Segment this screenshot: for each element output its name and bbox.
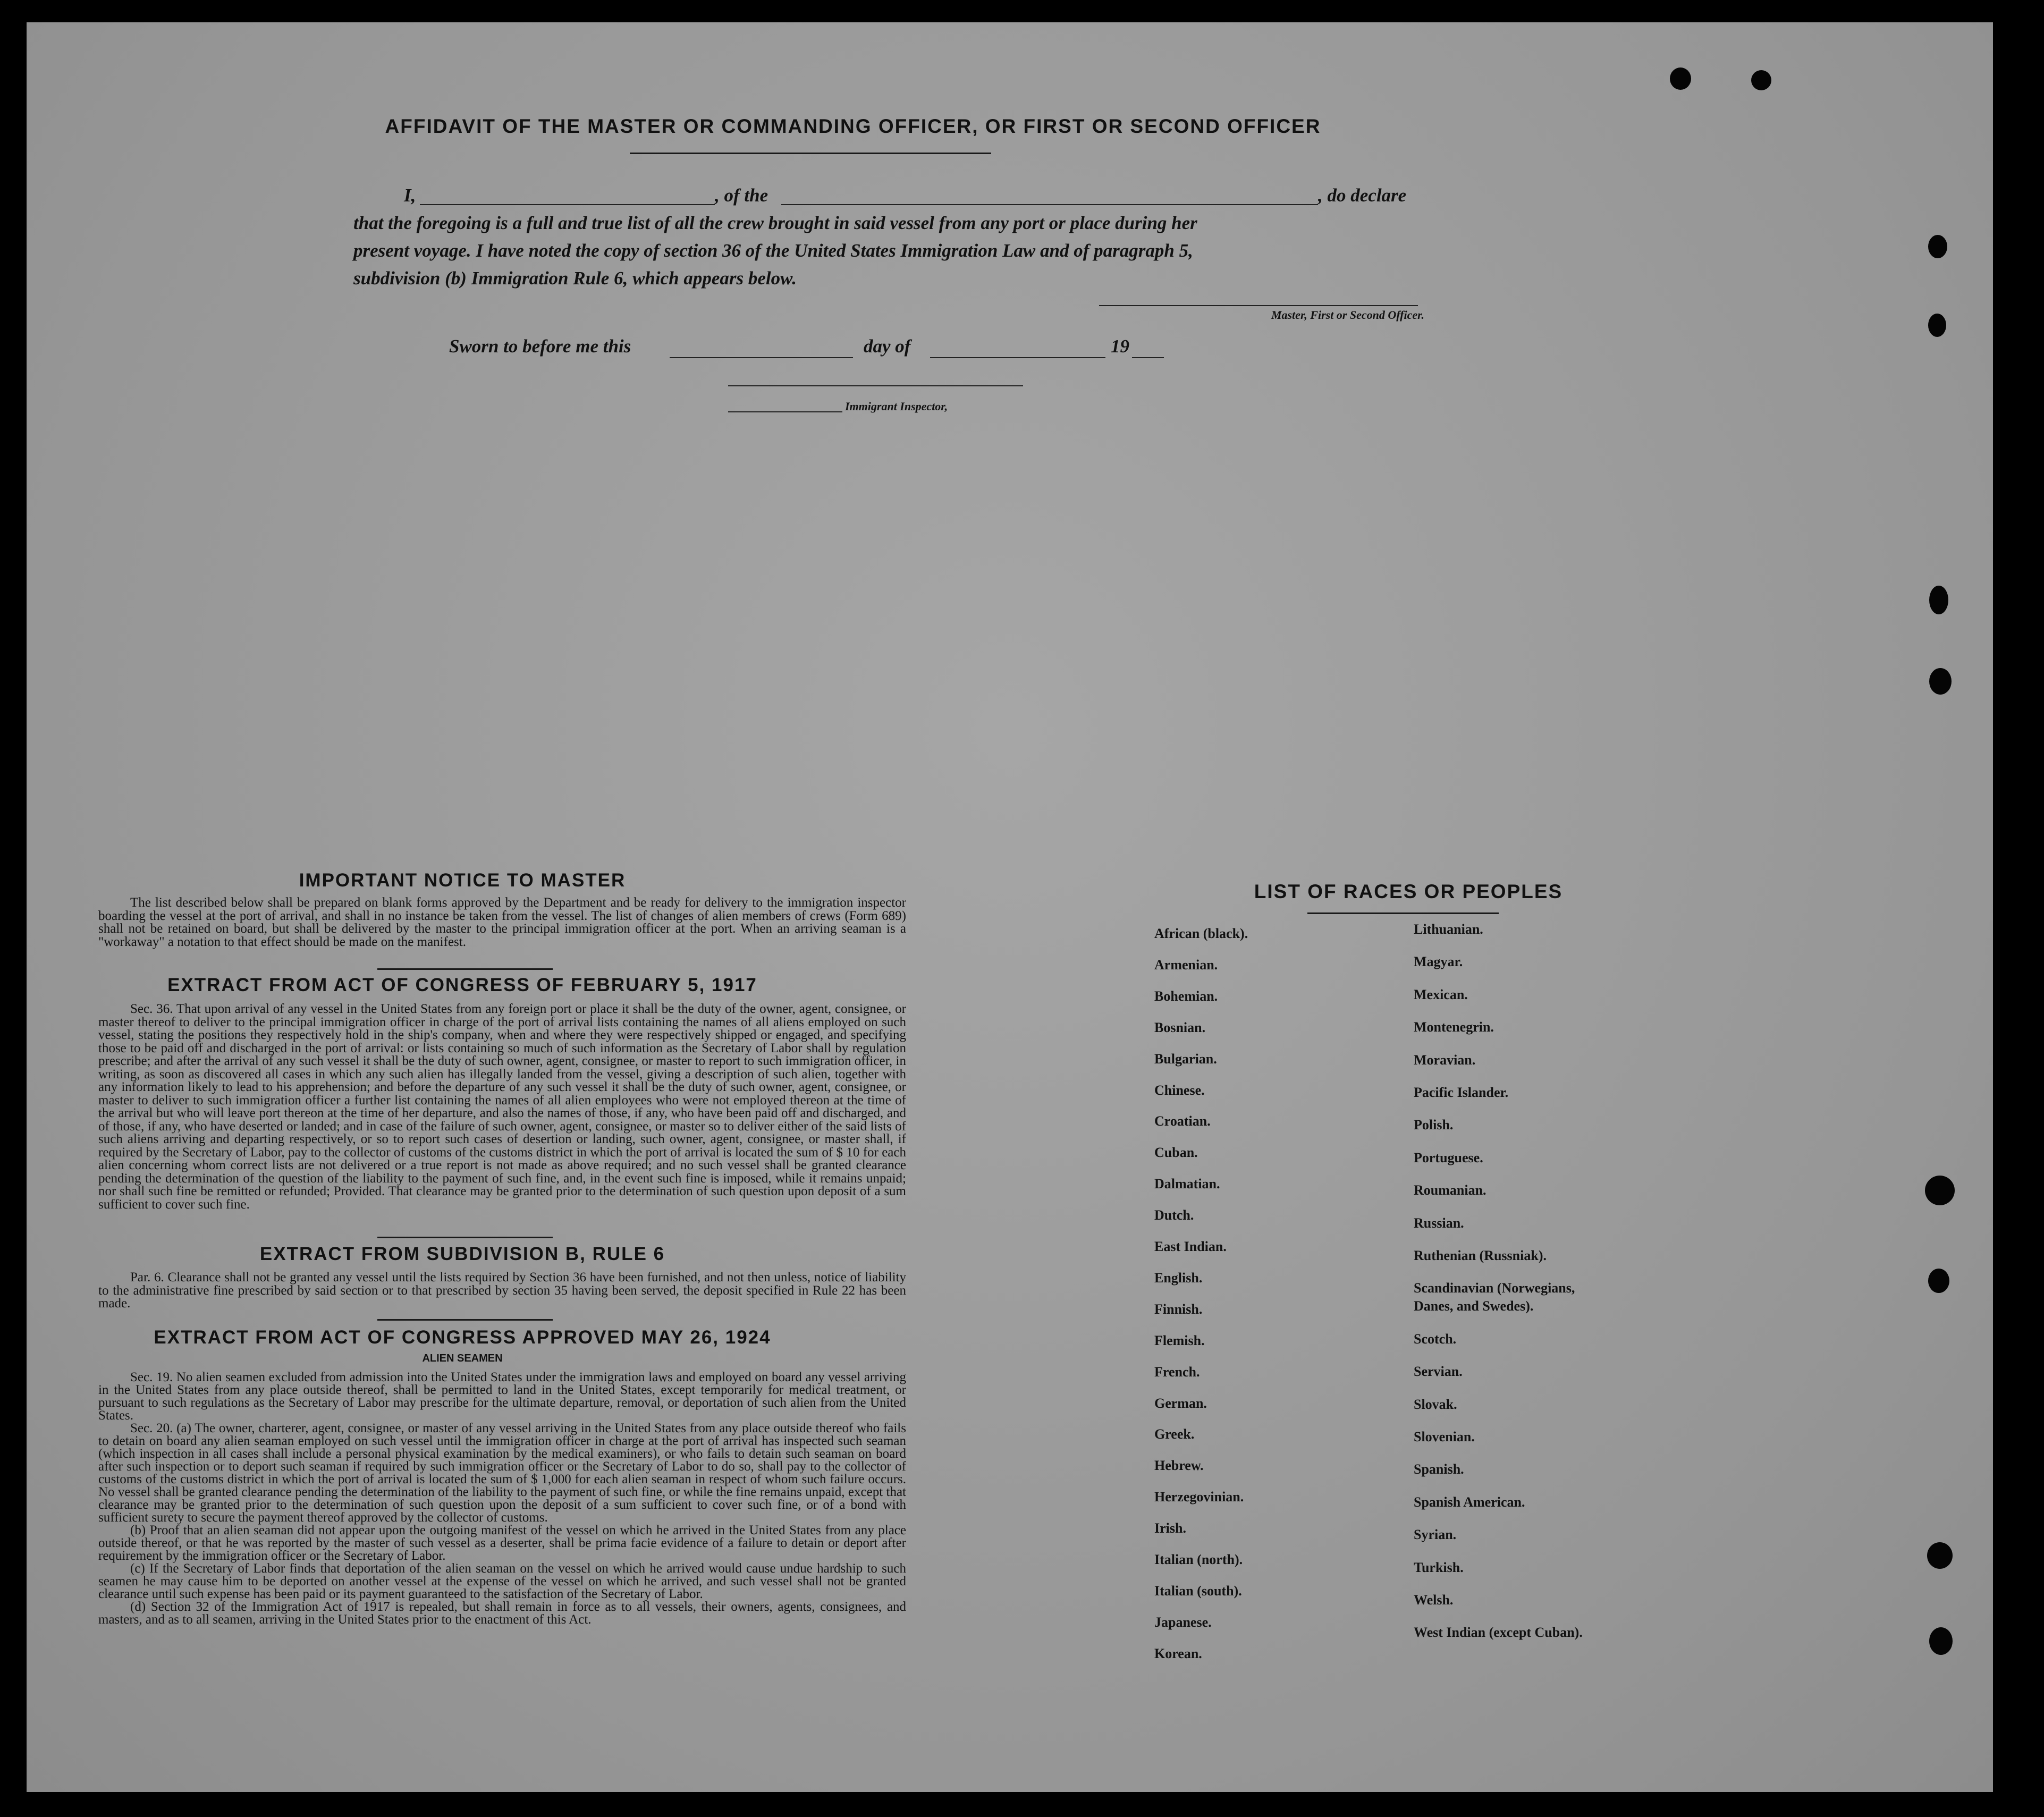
extract-1924-sec20c: (c) If the Secretary of Labor finds that deportation of the alien seaman on the vessel on which he arrived would cause undue hardship to such seamen he may cause him to be deported on another vessel at the expense of the vessel on which he arrived, and such vessel shall not be granted clearance until such expense has been paid or its payment guaranteed to the satisfaction of the Secretary of Labor. <box>98 1561 906 1601</box>
race-item: Ruthenian (Russniak). <box>1414 1248 1547 1263</box>
extract-1924-sec20a: Sec. 20. (a) The owner, charterer, agent, consignee, or master of any vessel arriving in the United States from any place outside thereof who fails to detain on board any alien seaman employed on such vessel until the immigration officer in charge at the port of arrival has inspected such seaman (which inspection in all cases shall include a personal physical examination by the medical examiners), or who fails to detain such seaman on board after such inspection or to deport such seaman if required by such immigration officer or the Secretary of Labor to do so, shall pay to the collector of customs of the customs district in which the port of arrival is located the sum of $ 1,000 for each alien seaman in respect of whom such failure occurs. No vessel shall be granted clearance pending the determination of the liability to the payment of such fine, or while the fine remains unpaid, except that clearance may be granted prior to the determination of such question upon the deposit of a sum sufficient to cover such fine, or of a bond with sufficient surety to secure the payment thereof approved by the collector of customs. <box>98 1421 906 1525</box>
vessel-name-field[interactable] <box>781 204 1318 205</box>
race-item: Lithuanian. <box>1414 922 1483 937</box>
race-item: Montenegrin. <box>1414 1019 1494 1035</box>
race-item: Welsh. <box>1414 1592 1454 1608</box>
year-prefix: 19 <box>1111 336 1129 357</box>
binder-hole <box>1929 586 1948 614</box>
race-item: English. <box>1154 1270 1203 1286</box>
sworn-line <box>449 336 1193 362</box>
race-item: Croatian. <box>1154 1113 1211 1129</box>
declarant-name-field[interactable] <box>420 204 715 205</box>
extract-rule6-text <box>98 1271 906 1311</box>
race-item: Slovenian. <box>1414 1429 1475 1444</box>
declarant-prefix: I, <box>404 185 416 206</box>
race-item: Korean. <box>1154 1645 1202 1661</box>
extract-1924-text <box>98 1371 906 1626</box>
race-item: Armenian. <box>1154 957 1218 973</box>
race-item: Finnish. <box>1154 1301 1203 1317</box>
race-item: Magyar. <box>1414 954 1463 970</box>
declaration-line-2: that the foregoing is a full and true list of all the crew brought in said vessel from any port or place during her <box>353 213 1197 233</box>
race-item: Scandinavian (Norwegians, <box>1414 1280 1575 1296</box>
race-item: German. <box>1154 1395 1207 1411</box>
race-item: Bohemian. <box>1154 988 1218 1004</box>
extract-1924-sec19: Sec. 19. No alien seamen excluded from admission into the United States under the immigration laws and employed on board any vessel arriving in the United States from any place outside thereof, shall be permitted to land in the United States, except temporarily for medical treatment, or pursuant to such regulations as the Secretary of Labor may prescribe for the ultimate departure, removal, or deportation of such alien from the United States. <box>98 1370 906 1423</box>
officer-signature-caption: Master, First or Second Officer. <box>1271 308 1424 322</box>
extract-1917-text <box>98 1003 906 1211</box>
binder-hole <box>1929 668 1952 695</box>
binder-hole <box>1670 67 1691 90</box>
race-item: Spanish American. <box>1414 1494 1525 1510</box>
declaration-line-3: present voyage. I have noted the copy of section 36 of the United States Immigration Law and of paragraph 5, <box>353 240 1193 261</box>
binder-hole <box>1928 314 1946 337</box>
races-title: LIST OF RACES OR PEOPLES <box>1254 881 1563 902</box>
inspector-signature-line[interactable] <box>728 385 1023 386</box>
notice-rule <box>377 968 553 970</box>
race-item: Chinese. <box>1154 1082 1205 1098</box>
race-item: Danes, and Swedes). <box>1414 1298 1534 1314</box>
extract-rule6-rule <box>377 1319 553 1321</box>
notice-paragraph: The list described below shall be prepared on blank forms approved by the Department and be ready for delivery to the immigration inspector boarding the vessel at the port of arrival, and shall in no instance be taken from the vessel. The list of changes of alien members of crews (Form 689) shall not be retained on board, but shall be delivered by the master to the principal immigration officer at the port. When an arriving seaman is a "workaway" a notation to that effect should be made on the manifest. <box>98 895 906 949</box>
extract-1917-paragraph: Sec. 36. That upon arrival of any vessel in the United States from any foreign port or place it shall be the duty of the owner, agent, consignee, or master thereof to deliver to the principal immigration officer in charge of the port of arrival lists containing the names of all aliens employed on such vessel, stating the positions they respectively hold in the ship's company, when and where they were respectively shipped or engaged, and specifying those to be paid off and discharged in the port of arrival: or lists containing so much of such information as the Secretary of Labor shall by regulation prescribe; and after the arrival of any such vessel it shall be the duty of such owner, agent, consignee, or master to report to such immigration officer, in writing, as soon as discovered all cases in which any such alien has illegally landed from the vessel, giving a description of such alien, together with any information likely to lead to his apprehension; and before the departure of any such vessel it shall be the duty of such owner, agent, consignee, or master to deliver to such immigration officer a further list containing the names of all alien employees who were not employed thereon at the time of the arrival but who will leave port thereon at the time of her departure, and also the names of those, if any, who have been paid off and discharged, and of those, if any, who have deserted or landed; and in case of the failure of such owner, agent, consignee, or master so to deliver either of the said lists of such aliens arriving and departing respectively, or so to report such cases of desertion or landing, such owner, agent, consignee, or master shall, if required by the Secretary of Labor, pay to the collector of customs of the customs district in which the port of arrival is located the sum of $ 10 for each alien concerning whom correct lists are not delivered or a true report is not made as above required; and no such vessel shall be granted clearance pending the determination of the question of the liability to the payment of such fine, and, in the event such fine is imposed, while it remains unpaid; nor shall such fine be remitted or refunded; Provided. That clearance may be granted prior to the determination of such question upon deposit of a sum sufficient to cover such fine. <box>98 1002 906 1212</box>
race-item: Flemish. <box>1154 1332 1205 1348</box>
race-item: Japanese. <box>1154 1614 1212 1630</box>
day-of-label: day of <box>864 336 911 357</box>
binder-hole <box>1925 1176 1955 1205</box>
sworn-year-field[interactable] <box>1132 357 1164 358</box>
race-item: Servian. <box>1414 1364 1463 1380</box>
extract-1924-sec20b: (b) Proof that an alien seaman did not appear upon the outgoing manifest of the vessel on which he arrived in the United States from any place outside thereof, or that he was reported by the master of such vessel as a deserter, shall be prima facie evidence of a failure to detain or deport after requirement by the immigration officer or the Secretary of Labor. <box>98 1523 906 1563</box>
inspector-caption-leader <box>728 411 842 412</box>
binder-hole <box>1928 1269 1949 1293</box>
races-title-rule <box>1307 912 1499 914</box>
of-the-label: , of the <box>715 185 768 206</box>
inspector-caption: Immigrant Inspector, <box>845 400 948 413</box>
race-item: Dutch. <box>1154 1207 1194 1223</box>
extract-1924-title: EXTRACT FROM ACT OF CONGRESS APPROVED MAY 26, 1924 <box>154 1327 771 1348</box>
race-item: Polish. <box>1414 1117 1454 1133</box>
race-item: Scotch. <box>1414 1331 1457 1347</box>
race-item: Mexican. <box>1414 986 1468 1002</box>
race-item: Moravian. <box>1414 1052 1476 1068</box>
binder-hole <box>1751 70 1771 90</box>
affidavit-title: AFFIDAVIT OF THE MASTER OR COMMANDING OFFICER, OR FIRST OR SECOND OFFICER <box>385 115 1321 137</box>
race-item: Roumanian. <box>1414 1182 1486 1198</box>
race-item: Syrian. <box>1414 1527 1457 1543</box>
extract-1917-title: EXTRACT FROM ACT OF CONGRESS OF FEBRUARY 5, 1917 <box>167 975 757 995</box>
sworn-month-field[interactable] <box>930 357 1105 358</box>
extract-rule6-paragraph: Par. 6. Clearance shall not be granted any vessel until the lists required by Section 36 have been furnished, and not then unless, notice of liability to the administrative fine prescribed by said section or to that prescribed by section 35 having been served, the deposit specified in Rule 22 has been made. <box>98 1270 906 1311</box>
race-item: Dalmatian. <box>1154 1176 1220 1192</box>
document-page <box>27 22 1993 1792</box>
race-item: Slovak. <box>1414 1396 1457 1412</box>
race-item: Cuban. <box>1154 1145 1198 1161</box>
affidavit-title-rule <box>630 153 991 154</box>
race-item: Bulgarian. <box>1154 1051 1217 1067</box>
race-item: East Indian. <box>1154 1239 1227 1254</box>
race-item: Italian (north). <box>1154 1552 1243 1567</box>
race-item: Greek. <box>1154 1426 1195 1442</box>
affidavit-declaration <box>353 182 1443 292</box>
sworn-label: Sworn to before me this <box>449 336 631 357</box>
extract-1924-sec20d: (d) Section 32 of the Immigration Act of 1917 is repealed, but shall remain in force as to all vessels, their owners, agents, consignees, and masters, and as to all seamen, arriving in the United States prior to the enactment of this Act. <box>98 1600 906 1627</box>
race-item: Portuguese. <box>1414 1150 1483 1165</box>
extract-1917-rule <box>377 1237 553 1238</box>
declaration-line-4: subdivision (b) Immigration Rule 6, which appears below. <box>353 268 797 289</box>
race-item: Russian. <box>1414 1215 1464 1231</box>
race-item: African (black). <box>1154 926 1248 941</box>
race-item: Pacific Islander. <box>1414 1085 1509 1100</box>
declare-label: , do declare <box>1318 185 1407 206</box>
race-item: Spanish. <box>1414 1461 1464 1477</box>
sworn-day-field[interactable] <box>670 357 853 358</box>
binder-hole <box>1928 235 1947 258</box>
race-item: Bosnian. <box>1154 1019 1206 1035</box>
extract-1924-subtitle: ALIEN SEAMEN <box>422 1353 503 1364</box>
officer-signature-line[interactable] <box>1099 305 1418 306</box>
race-item: Hebrew. <box>1154 1458 1204 1474</box>
race-item: Herzegovinian. <box>1154 1489 1244 1505</box>
extract-rule6-title: EXTRACT FROM SUBDIVISION B, RULE 6 <box>259 1244 665 1264</box>
notice-title: IMPORTANT NOTICE TO MASTER <box>299 870 626 891</box>
race-item: Turkish. <box>1414 1559 1464 1575</box>
race-item: West Indian (except Cuban). <box>1414 1625 1583 1641</box>
race-item: Irish. <box>1154 1520 1186 1536</box>
binder-hole <box>1929 1627 1953 1655</box>
race-item: French. <box>1154 1364 1200 1380</box>
binder-hole <box>1927 1542 1953 1569</box>
race-item: Italian (south). <box>1154 1583 1242 1599</box>
notice-text <box>98 897 906 949</box>
